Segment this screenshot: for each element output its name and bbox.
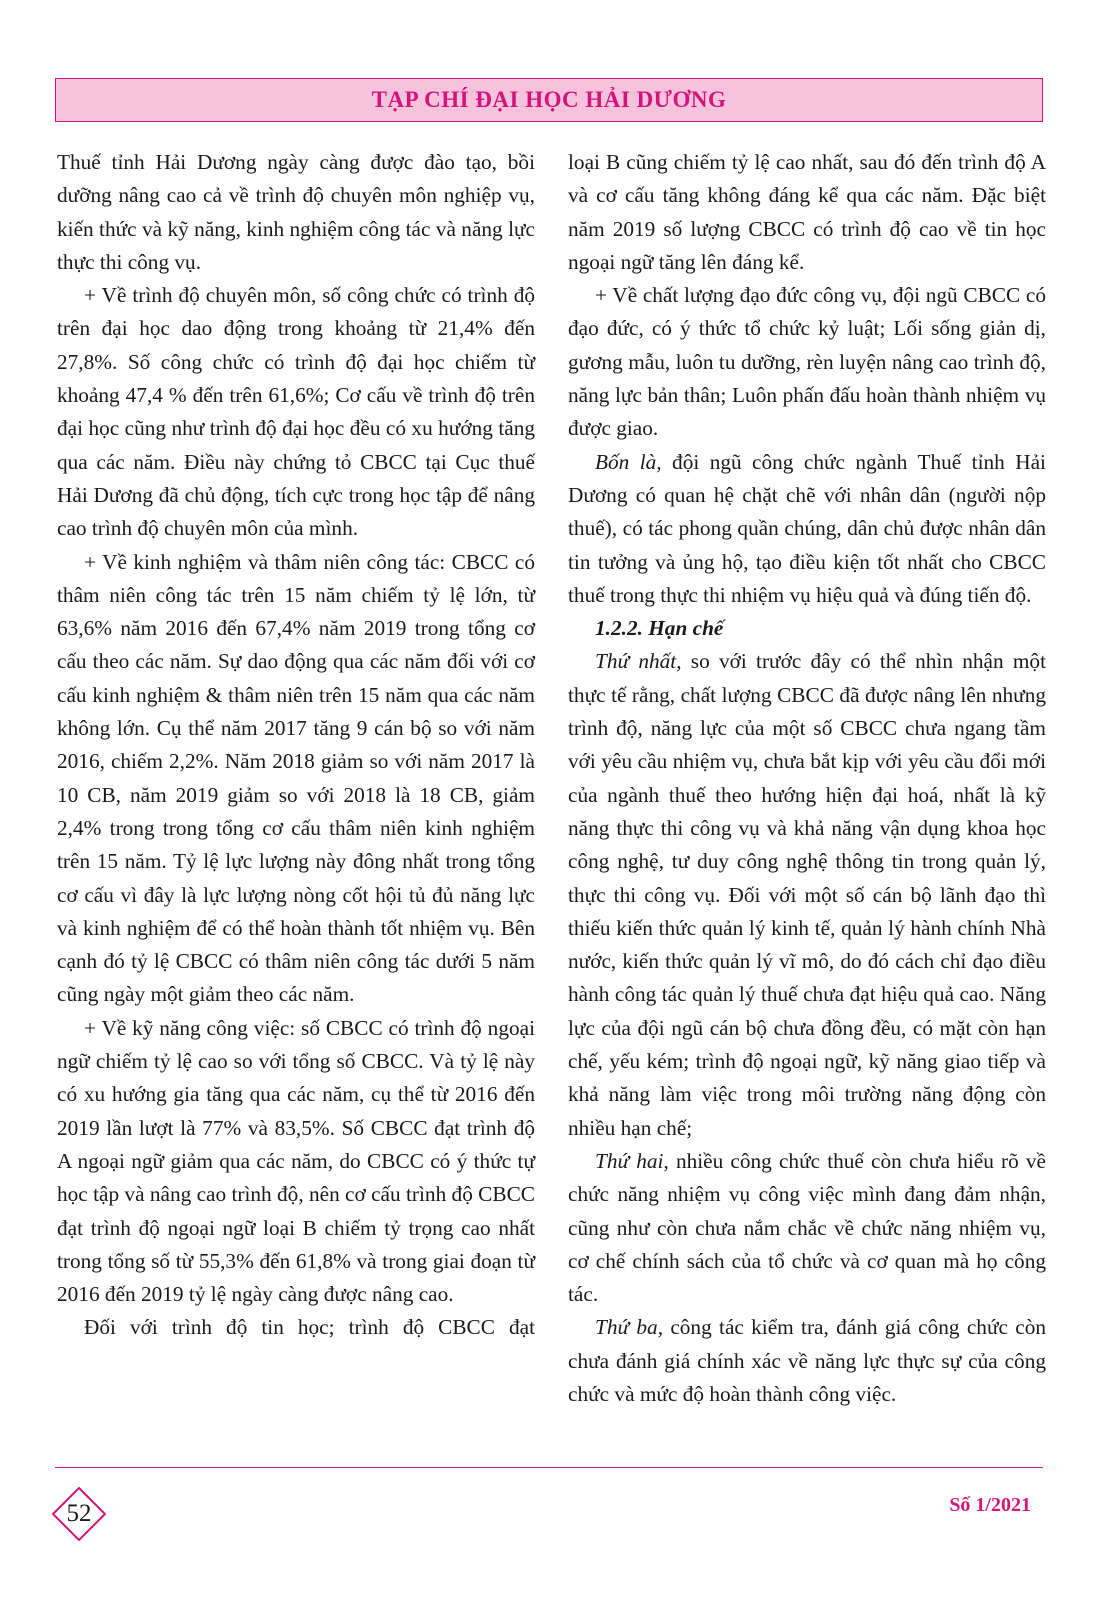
paragraph-lead: Thứ nhất [595,649,677,674]
paragraph [568,1145,1046,1311]
paragraph [568,645,1046,1144]
paragraph-body: công tác kiểm tra, đánh giá công chức còn chưa đánh giá chính xác về năng lực thực sự của công chức và mức độ hoàn thành công việc. [568,1315,1046,1406]
footer-divider [55,1467,1043,1468]
paragraph-lead: Thứ ba, [595,1315,664,1340]
paragraph: + Về chất lượng đạo đức công vụ, đội ngũ CBCC có đạo đức, có ý thức tổ chức kỷ luật; Lối sống giản dị, gương mẫu, luôn tu dưỡng, rèn luyện nâng cao trình độ, năng lực bản thân; Luôn phấn đấu hoàn thành nhiệm vụ được giao. [568,283,1046,441]
right-column [568,146,1046,1411]
page-number-badge [52,1487,106,1541]
issue-number: Số 1/2021 [949,1494,1031,1516]
paragraph-body: đội ngũ công chức ngành Thuế tỉnh Hải Dương có quan hệ chặt chẽ với nhân dân (người nộp thuế), có tác phong quần chúng, dân chủ được nhân dân tin tưởng và ủng hộ, tạo điều kiện tốt nhất cho CBCC thuế trong thực thi nhiệm vụ hiệu quả và đúng tiến độ. [568,449,1046,607]
paragraph: + Về kỹ năng công việc: số CBCC có trình độ ngoại ngữ chiếm tỷ lệ cao so với tổng số CBCC. Và tỷ lệ này có xu hướng gia tăng qua các năm, cụ thể từ 2016 đến 2019 lần lượt là 77% và 83,5%. Số CBCC đạt trình độ A ngoại ngữ giảm qua các năm, do CBCC có ý thức tự học tập và nâng cao trình độ, nên cơ cấu trình độ CBCC đạt trình độ ngoại ngữ loại B chiếm tỷ trọng cao nhất trong tổng số từ 55,3% đến 61,8% và trong giai đoạn từ 2016 đến 2019 tỷ lệ ngày càng được nâng cao. [57,1015,535,1307]
paragraph: Đối với trình độ tin học; trình độ CBCC đạt [84,1315,535,1340]
paragraph [568,1311,1046,1411]
paragraph: Thuế tỉnh Hải Dương ngày càng được đào tạo, bồi dưỡng nâng cao cả về trình độ chuyên môn nghiệp vụ, kiến thức và kỹ năng, kinh nghiệm công tác và năng lực thực thi công vụ. [57,150,535,274]
paragraph: + Về trình độ chuyên môn, số công chức có trình độ trên đại học dao động trong khoảng từ 21,4% đến 27,8%. Số công chức có trình độ đại học chiếm từ khoảng 47,4 % đến trên 61,6%; Cơ cấu về trình độ trên đại học cũng như trình độ đại học đều có xu hướng tăng qua các năm. Điều này chứng tỏ CBCC tại Cục thuế Hải Dương đã chủ động, tích cực trong học tập để nâng cao trình độ chuyên môn của mình. [57,283,535,541]
paragraph-body: , so với trước đây có thể nhìn nhận một thực tế rằng, chất lượng CBCC đã được nâng lên nhưng trình độ, năng lực của một số CBCC chưa ngang tầm với yêu cầu nhiệm vụ, chưa bắt kịp với yêu cầu đổi mới của ngành thuế theo hướng hiện đại hoá, nhất là kỹ năng thực thi công vụ và khả năng vận dụng khoa học công nghệ, tư duy công nghệ thông tin trong quản lý, thực thi công vụ. Đối với một số cán bộ lãnh đạo thì thiếu kiến thức quản lý kinh tế, quản lý hành chính Nhà nước, kiến thức quản lý vĩ mô, do đó cách chỉ đạo điều hành công tác quản lý thuế chưa đạt hiệu quả cao. Năng lực của đội ngũ cán bộ chưa đồng đều, có mặt còn hạn chế, yếu kém; trình độ ngoại ngữ, kỹ năng giao tiếp và khả năng làm việc trong môi trường năng động còn nhiều hạn chế; [568,649,1046,1140]
paragraph-lead: Thứ hai [595,1148,664,1173]
paragraph: + Về kinh nghiệm và thâm niên công tác: CBCC có thâm niên công tác trên 15 năm chiếm tỷ lệ lớn, từ 63,6% năm 2016 đến 67,4% năm 2019 trong tổng cơ cấu theo các năm. Sự dao động qua các năm đối với cơ cấu kinh nghiệm & thâm niên trên 15 năm qua các năm không lớn. Cụ thể năm 2017 tăng 9 cán bộ so với năm 2016, chiếm 2,2%. Năm 2018 giảm so với năm 2017 là 10 CB, năm 2019 giảm so với 2018 là 18 CB, giảm 2,4% trong trong tổng cơ cấu thâm niên kinh nghiệm trên 15 năm. Tỷ lệ lực lượng này đông nhất trong tổng cơ cấu vì đây là lực lượng nòng cốt hội tủ đủ năng lực và kinh nghiệm để có thể hoàn thành tốt nhiệm vụ. Bên cạnh đó tỷ lệ CBCC có thâm niên công tác dưới 5 năm cũng ngày một giảm theo các năm. [57,549,535,1007]
journal-title: TẠP CHÍ ĐẠI HỌC HẢI DƯƠNG [371,87,727,112]
journal-header-bar [55,78,1043,122]
paragraph-lead: Bốn là, [595,449,662,474]
paragraph: loại B cũng chiếm tỷ lệ cao nhất, sau đó đến trình độ A và cơ cấu tăng không đáng kể qua các năm. Đặc biệt năm 2019 số lượng CBCC có trình độ cao về tin học ngoại ngữ tăng lên đáng kể. [568,150,1046,274]
page-number: 52 [66,1500,92,1527]
left-column [57,146,535,1345]
paragraph-body: , nhiều công chức thuế còn chưa hiểu rõ về chức năng nhiệm vụ công việc mình đang đảm nhận, cũng như còn chưa nắm chắc về chức năng nhiệm vụ, cơ chế chính sách của tổ chức và cơ quan mà họ công tác. [568,1148,1046,1307]
section-heading: 1.2.2. Hạn chế [595,616,724,641]
paragraph [568,446,1046,612]
